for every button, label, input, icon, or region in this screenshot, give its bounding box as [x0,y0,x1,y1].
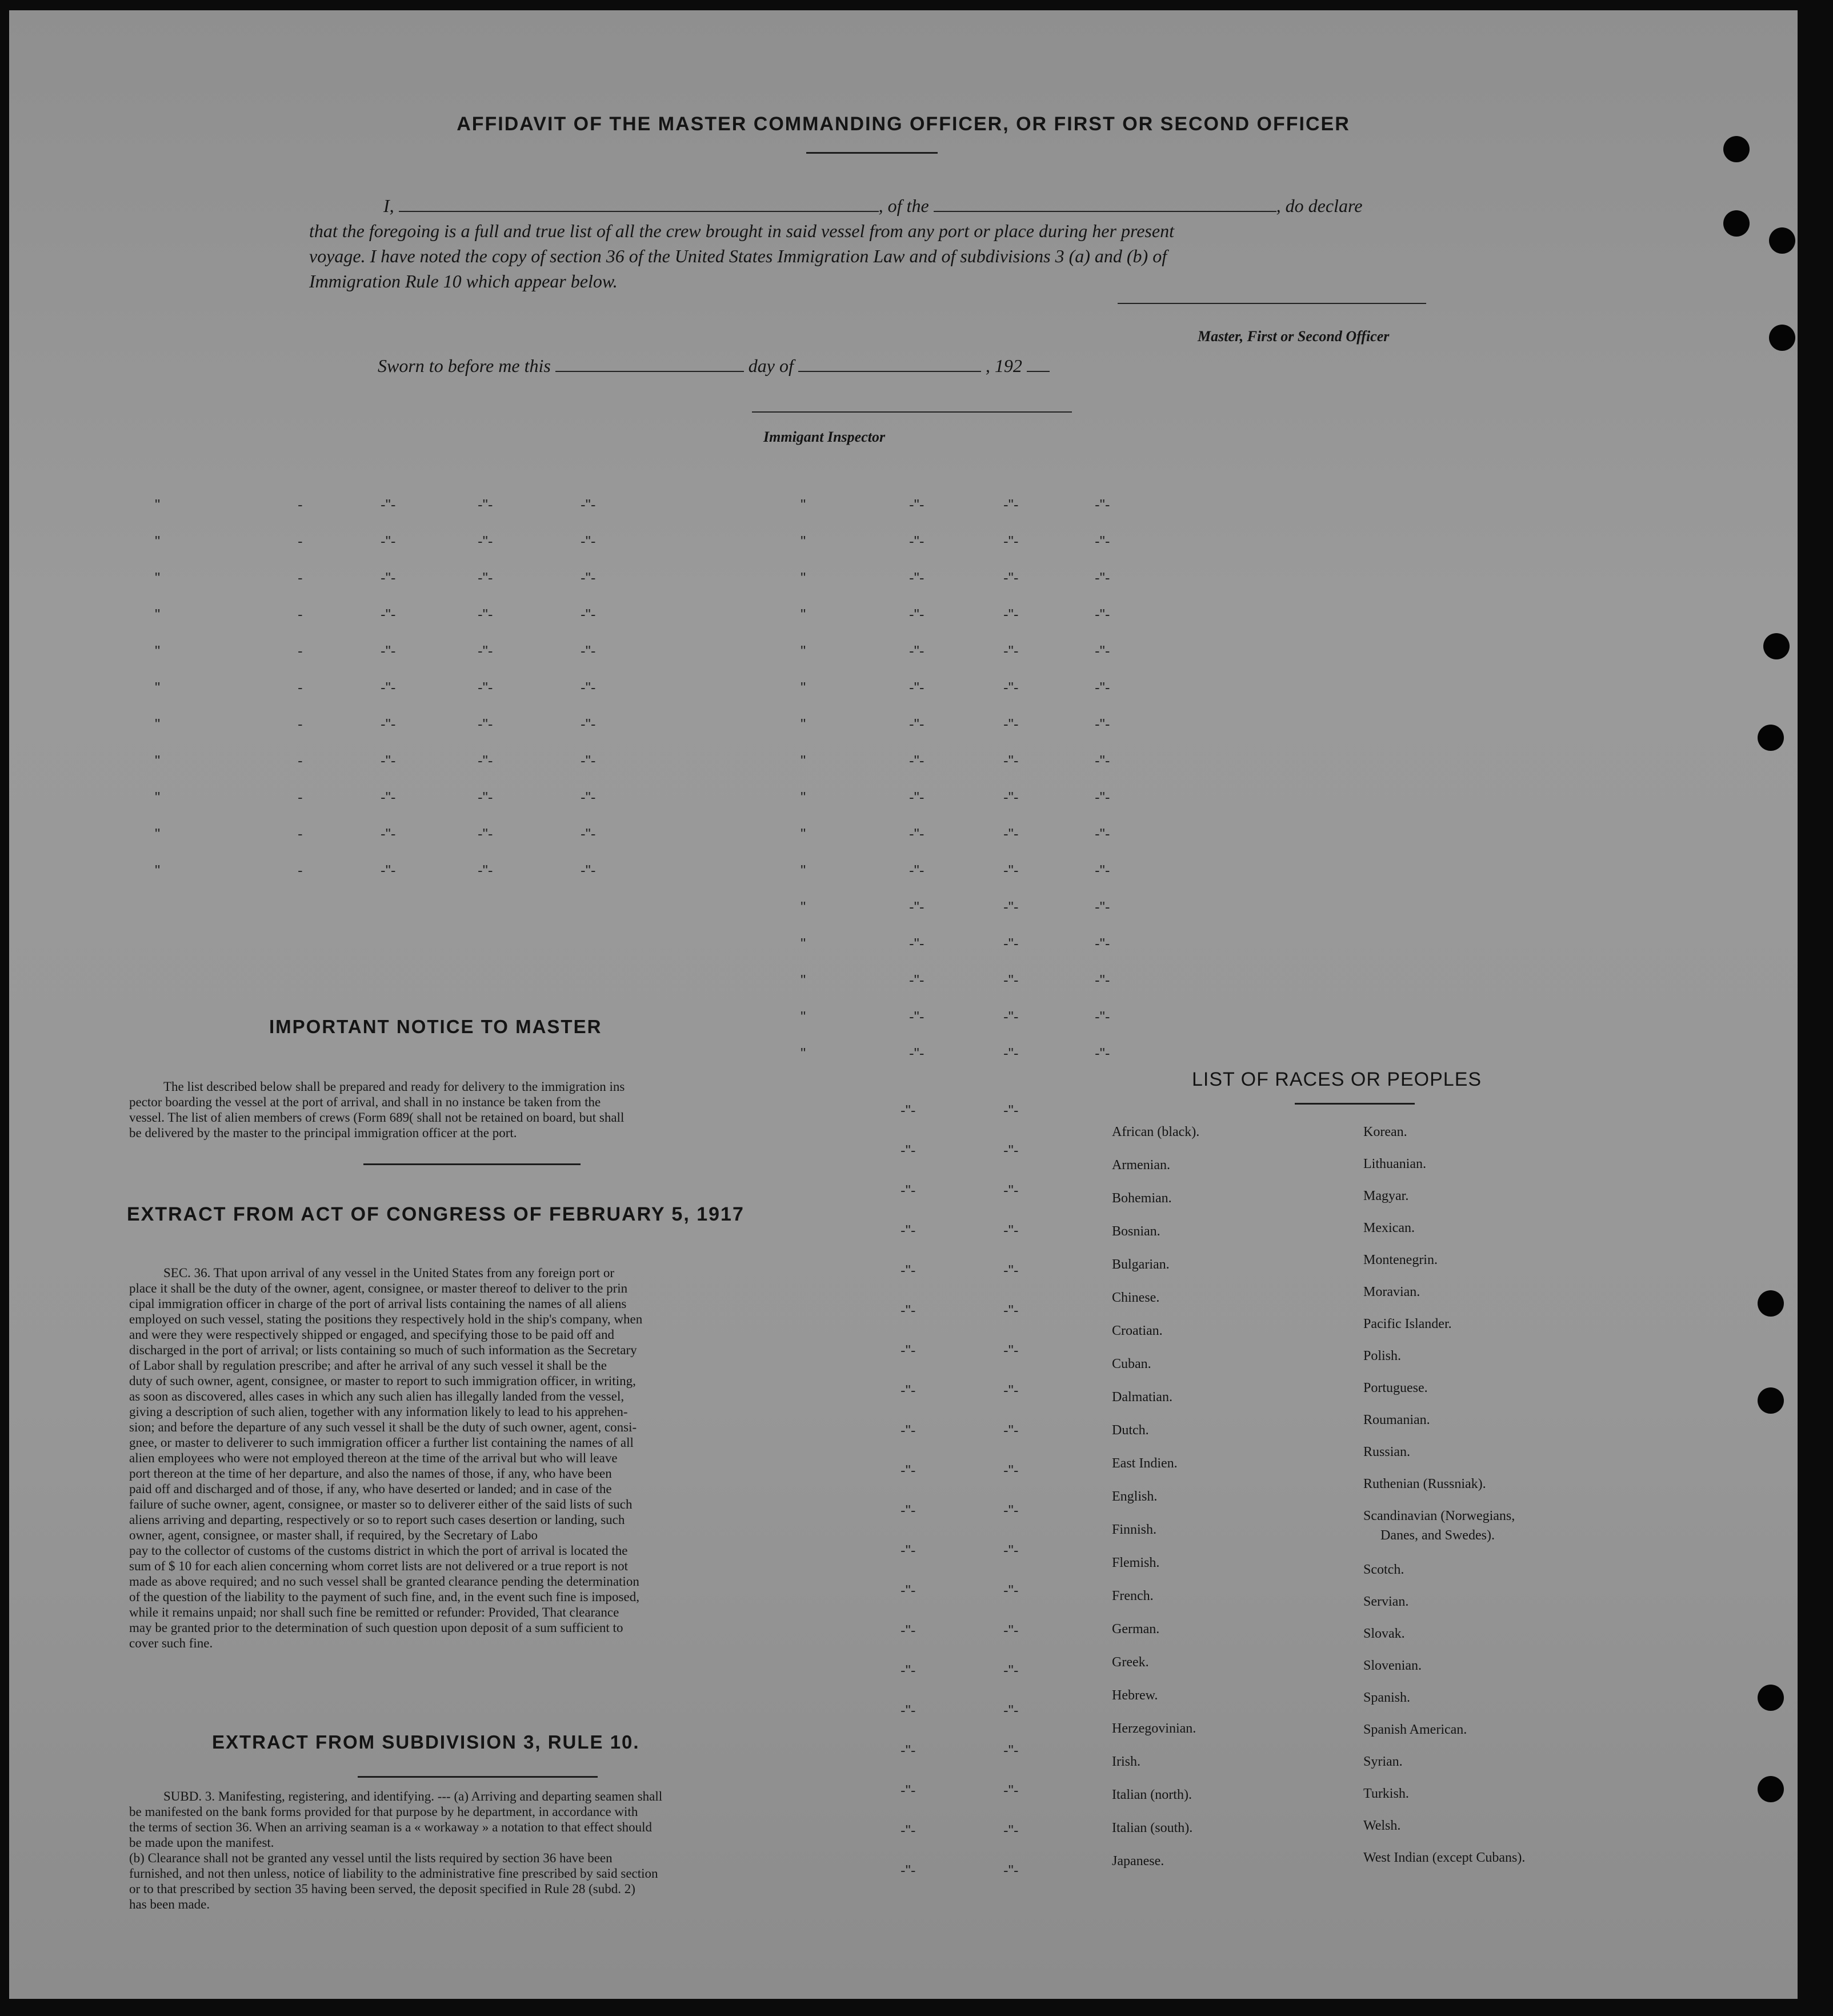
ditto-mark: " [801,752,806,769]
text-line: aliens arriving and departing, respectively or so to report such cases desertion or landing, such [129,1513,625,1527]
race-item: Greek. [1112,1655,1149,1670]
ditto-mark: " [801,533,806,550]
text-line: pector boarding the vessel at the port of arrival, and shall in no instance be taken from the [129,1095,601,1109]
ditto-mark: -"- [909,715,924,733]
ditto-mark: -"- [581,569,596,586]
ditto-mark: -"- [1003,1142,1019,1159]
ditto-mark: -"- [909,971,924,989]
master-signature-line[interactable] [1118,302,1426,304]
ditto-mark: -"- [901,1542,916,1559]
ditto-mark: " [155,679,161,696]
ditto-mark: - [298,752,303,769]
ditto-mark: -"- [901,1182,916,1199]
race-item: Herzegovinian. [1112,1721,1196,1736]
race-item: Spanish. [1363,1690,1411,1705]
text-line: port thereon at the time of her departure, and also the names of those, if any, who have been [129,1466,612,1481]
ditto-mark: -"- [478,569,493,586]
ditto-mark: " [155,825,161,842]
ditto-mark: - [298,606,303,623]
ditto-mark: -"- [1095,971,1110,989]
ditto-mark: -"- [581,752,596,769]
ditto-mark: -"- [478,752,493,769]
rule-extract-title: EXTRACT FROM SUBDIVISION 3, RULE 10. [212,1731,640,1753]
do-declare-label: , do declare [1276,195,1363,216]
binder-hole [1758,1290,1784,1317]
race-item: Irish. [1112,1754,1140,1769]
ditto-mark: - [298,642,303,659]
race-item: Cuban. [1112,1357,1151,1371]
ditto-mark: - [298,862,303,879]
ditto-mark: -"- [1003,642,1019,659]
year-blank[interactable] [1027,371,1050,372]
ditto-mark: - [298,533,303,550]
race-item: Chinese. [1112,1290,1160,1305]
ditto-mark: -"- [901,1422,916,1439]
ditto-mark: -"- [1003,1222,1019,1239]
race-item: Scandinavian (Norwegians, [1363,1509,1515,1523]
ditto-mark: -"- [1003,862,1019,879]
ditto-mark: -"- [909,1045,924,1062]
ditto-mark: -"- [901,1342,916,1359]
ditto-mark: -"- [381,862,396,879]
ditto-mark: -"- [909,496,924,513]
ditto-mark: -"- [381,569,396,586]
binder-hole [1758,1776,1784,1802]
declaration-line-4: Immigration Rule 10 which appear below. [309,271,618,291]
ditto-mark: -"- [901,1782,916,1799]
binder-hole [1758,725,1784,751]
ditto-mark: " [155,606,161,623]
ditto-mark: -"- [1095,606,1110,623]
ditto-mark: -"- [478,862,493,879]
ditto-mark: -"- [581,825,596,842]
ditto-mark: -"- [1003,1045,1019,1062]
ditto-mark: -"- [478,825,493,842]
ditto-mark: -"- [909,1008,924,1025]
declaration-paragraph [309,193,1429,294]
ditto-mark: " [155,789,161,806]
ditto-mark: -"- [1003,1542,1019,1559]
master-signature-label: Master, First or Second Officer [1198,328,1390,345]
race-item: West Indian (except Cubans). [1363,1850,1526,1865]
ditto-mark: -"- [381,789,396,806]
text-line: be delivered by the master to the principal immigration officer at the port. [129,1126,517,1140]
ditto-mark: -"- [909,606,924,623]
text-line: has been made. [129,1897,210,1911]
race-item: English. [1112,1489,1158,1504]
ditto-mark: " [155,642,161,659]
text-line: cipal immigration officer in charge of the port of arrival lists containing the names of all aliens [129,1297,627,1311]
ditto-mark: " [801,971,806,989]
ditto-mark: -"- [901,1142,916,1159]
ditto-mark: -"- [1095,496,1110,513]
race-item: Bosnian. [1112,1224,1160,1239]
declaration-line-3: voyage. I have noted the copy of section 36 of the United States Immigration Law and of subdivisions 3 (a) and (b) of [309,246,1167,266]
race-item: Korean. [1363,1125,1407,1139]
title-underline [806,152,938,154]
text-line: and were they were respectively shipped or engaged, and specifying those to be paid off and [129,1327,615,1342]
declaration-line-2: that the foregoing is a full and true list of all the crew brought in said vessel from any port or place during her present [309,221,1174,241]
ditto-mark: -"- [901,1262,916,1279]
race-item: Slovenian. [1363,1658,1422,1673]
binder-hole [1769,325,1795,351]
act-extract-title: EXTRACT FROM ACT OF CONGRESS OF FEBRUARY 5, 1917 [127,1203,745,1225]
ditto-mark: -"- [1003,1702,1019,1719]
text-line: furnished, and not then unless, notice of liability to the administrative fine prescribed by said section [129,1866,658,1881]
ditto-mark: -"- [1003,1502,1019,1519]
text-line: while it remains unpaid; nor shall such fine be remitted or refunder: Provided, That clearance [129,1605,619,1619]
ditto-mark: -"- [1003,935,1019,952]
ditto-mark: " [801,898,806,915]
ditto-mark: -"- [901,1622,916,1639]
text-line: SUBD. 3. Manifesting, registering, and identifying. --- (a) Arriving and departing seamen shall [163,1789,663,1803]
ditto-mark: -"- [478,606,493,623]
ditto-mark: " [155,569,161,586]
ditto-mark: -"- [1003,1422,1019,1439]
ditto-mark: " [801,606,806,623]
race-item: Polish. [1363,1349,1402,1363]
ditto-mark: " [801,935,806,952]
ditto-mark: -"- [1095,1008,1110,1025]
text-line: gnee, or master to deliverer to such immigration officer a further list containing the names of all [129,1435,634,1450]
race-item: Welsh. [1363,1818,1401,1833]
ditto-mark: -"- [381,825,396,842]
race-item: Portuguese. [1363,1381,1428,1395]
race-item: Slovak. [1363,1626,1405,1641]
ditto-mark: -"- [901,1822,916,1839]
ditto-mark: -"- [1003,971,1019,989]
ditto-mark: " [801,715,806,733]
rule-extract-divider [358,1776,598,1778]
ditto-mark: - [298,715,303,733]
ditto-mark: -"- [1003,1622,1019,1639]
ditto-mark: -"- [478,533,493,550]
ditto-mark: -"- [901,1742,916,1759]
ditto-mark: -"- [1095,825,1110,842]
ditto-mark: -"- [1003,715,1019,733]
ditto-mark: -"- [909,642,924,659]
ditto-mark: -"- [901,1302,916,1319]
ditto-mark: -"- [381,715,396,733]
ditto-mark: -"- [1095,569,1110,586]
ditto-mark: " [801,569,806,586]
ditto-mark: -"- [381,606,396,623]
races-underline [1295,1103,1415,1105]
text-line: employed on such vessel, stating the positions they respectively hold in the ship's company, when [129,1312,643,1326]
ditto-mark: -"- [1003,1302,1019,1319]
document-page [9,10,1798,1999]
ditto-mark: -"- [478,715,493,733]
binder-hole [1763,633,1790,659]
ditto-mark: -"- [1095,752,1110,769]
ditto-mark: -"- [581,606,596,623]
of-the-label: , of the [878,195,929,216]
ditto-mark: -"- [1003,569,1019,586]
ditto-mark: -"- [901,1502,916,1519]
ditto-mark: -"- [1095,898,1110,915]
text-line: or to that prescribed by section 35 having been served, the deposit specified in Rule 28 (subd. 2) [129,1882,635,1896]
text-line: of Labor shall by regulation prescribe; and after he arrival of any such vessel it shall be the [129,1358,607,1373]
ditto-mark: -"- [901,1662,916,1679]
ditto-mark: " [801,789,806,806]
ditto-mark: -"- [1095,642,1110,659]
ditto-mark: -"- [1003,1782,1019,1799]
ditto-mark: -"- [381,533,396,550]
race-item: African (black). [1112,1125,1200,1139]
race-item: East Indien. [1112,1456,1178,1471]
race-item: Servian. [1363,1594,1409,1609]
ditto-mark: " [155,496,161,513]
ditto-mark: -"- [1003,1462,1019,1479]
rule-extract-text [129,1789,821,1912]
ditto-mark: -"- [581,679,596,696]
race-item: Finnish. [1112,1522,1157,1537]
text-line: failure of suche owner, agent, consignee, or master so to deliverer either of the said lists of such [129,1497,633,1511]
ditto-mark: -"- [901,1102,916,1119]
text-line: sion; and before the departure of any such vessel it shall be the duty of such owner, agent, consi- [129,1420,637,1434]
ditto-mark: " [155,533,161,550]
race-item: Dutch. [1112,1423,1149,1438]
declaration-line-1 [309,193,1429,218]
race-item: Roumanian. [1363,1413,1430,1427]
ditto-mark: -"- [581,642,596,659]
notice-title: IMPORTANT NOTICE TO MASTER [269,1016,602,1037]
ditto-mark: -"- [909,569,924,586]
ditto-mark: " [801,862,806,879]
ditto-mark: -"- [1003,825,1019,842]
ditto-mark: " [801,642,806,659]
ditto-mark: -"- [1003,1182,1019,1199]
text-line: vessel. The list of alien members of crews (Form 689( shall not be retained on board, but shall [129,1110,625,1125]
sworn-day-blank[interactable] [555,371,744,372]
race-item: Mexican. [1363,1221,1415,1235]
text-line: the terms of section 36. When an arriving seaman is a « workaway » a notation to that effect should [129,1820,653,1834]
ditto-mark: -"- [1003,752,1019,769]
ditto-mark: " [801,825,806,842]
race-item: Bulgarian. [1112,1257,1170,1272]
ditto-mark: -"- [1095,862,1110,879]
ditto-mark: -"- [581,533,596,550]
binder-hole [1769,227,1795,254]
text-line: SEC. 36. That upon arrival of any vessel in the United States from any foreign port or [163,1266,615,1280]
race-item: Japanese. [1112,1854,1164,1869]
ditto-mark: -"- [478,496,493,513]
race-item: Montenegrin. [1363,1253,1438,1267]
inspector-label: Immigant Inspector [763,429,886,445]
ditto-mark: -"- [1095,533,1110,550]
ditto-mark: -"- [901,1862,916,1879]
year-label: , 192 [985,355,1022,376]
ditto-mark: -"- [478,642,493,659]
ditto-mark: -"- [1095,935,1110,952]
binder-hole [1758,1387,1784,1414]
race-item: Scotch. [1363,1562,1404,1577]
text-line: giving a description of such alien, together with any information likely to lead to his apprehen- [129,1405,628,1419]
ditto-mark: -"- [581,496,596,513]
ditto-mark: -"- [1003,1862,1019,1879]
ditto-mark: -"- [1003,1102,1019,1119]
race-item: Spanish American. [1363,1722,1467,1737]
text-line: (b) Clearance shall not be granted any vessel until the lists required by section 36 have been [129,1851,613,1865]
ditto-mark: -"- [909,752,924,769]
race-item: Bohemian. [1112,1191,1172,1206]
ditto-mark: -"- [381,752,396,769]
ditto-mark: -"- [909,789,924,806]
binder-hole [1723,136,1750,162]
notice-text [129,1079,821,1141]
ditto-mark: " [801,1008,806,1025]
ditto-mark: - [298,825,303,842]
ditto-mark: " [155,752,161,769]
name-blank[interactable] [399,211,879,212]
ditto-mark: -"- [909,935,924,952]
race-item: Pacific Islander. [1363,1317,1452,1331]
ditto-mark: -"- [1003,606,1019,623]
text-line: cover such fine. [129,1636,213,1650]
ditto-mark: -"- [1003,533,1019,550]
ditto-mark: " [801,1045,806,1062]
ditto-mark: -"- [909,898,924,915]
ditto-mark: -"- [909,533,924,550]
race-item: Moravian. [1363,1285,1420,1299]
inspector-signature-line[interactable] [752,410,1072,413]
ditto-mark: -"- [1003,1342,1019,1359]
ditto-mark: -"- [901,1222,916,1239]
sworn-label: Sworn to before me this [378,355,551,376]
text-line: made as above required; and no such vessel shall be granted clearance pending the determination [129,1574,639,1589]
race-item: Flemish. [1112,1555,1160,1570]
ditto-mark: -"- [1003,1822,1019,1839]
text-line: as soon as discovered, alles cases in which any such alien has illegally landed from the vessel, [129,1389,625,1403]
text-line: be made upon the manifest. [129,1835,274,1850]
ditto-mark: - [298,496,303,513]
ditto-mark: -"- [1003,789,1019,806]
race-item: Dalmatian. [1112,1390,1172,1405]
races-title: LIST OF RACES OR PEOPLES [1192,1069,1482,1090]
race-item: Hebrew. [1112,1688,1158,1703]
binder-hole [1758,1685,1784,1711]
race-item: Armenian. [1112,1158,1170,1173]
ditto-mark: -"- [1003,1382,1019,1399]
ditto-mark: -"- [1095,789,1110,806]
sworn-month-blank[interactable] [798,371,981,372]
ditto-mark: - [298,789,303,806]
race-item: Magyar. [1363,1189,1409,1203]
ditto-mark: -"- [1003,1262,1019,1279]
ditto-mark: - [298,569,303,586]
ditto-mark: -"- [1003,679,1019,696]
race-item: German. [1112,1622,1160,1637]
ditto-mark: -"- [581,789,596,806]
sworn-line [378,355,1050,377]
text-line: pay to the collector of customs of the customs district in which the port of arrival is located the [129,1543,628,1558]
ditto-mark: - [298,679,303,696]
ditto-mark: -"- [1095,715,1110,733]
ditto-mark: -"- [1003,496,1019,513]
text-line: place it shall be the duty of the owner, agent, consignee, or master thereof to deliver to the prin [129,1281,628,1295]
ditto-mark: -"- [1003,1662,1019,1679]
ditto-mark: -"- [478,789,493,806]
ditto-mark: -"- [478,679,493,696]
ditto-mark: -"- [1003,898,1019,915]
ditto-mark: " [801,679,806,696]
text-line: sum of $ 10 for each alien concerning whom corret lists are not delivered or a true report is not [129,1559,629,1573]
text-line: owner, agent, consignee, or master shall, if required, by the Secretary of Labo [129,1528,538,1542]
ditto-mark: -"- [909,862,924,879]
text-line: duty of such owner, agent, consignee, or master to report to such immigration officer, in writing, [129,1374,636,1388]
ditto-mark: -"- [909,825,924,842]
race-item: Danes, and Swedes). [1380,1528,1495,1543]
ditto-mark: -"- [1003,1582,1019,1599]
ditto-mark: -"- [901,1582,916,1599]
text-line: alien employees who were not employed thereon at the time of the arrival but who will leave [129,1451,618,1465]
ditto-mark: -"- [1003,1742,1019,1759]
i-label: I, [383,195,394,216]
vessel-blank[interactable] [934,211,1276,212]
text-line: may be granted prior to the determination of such question upon deposit of a sum sufficient to [129,1621,623,1635]
race-item: Italian (south). [1112,1821,1193,1835]
race-item: Croatian. [1112,1323,1163,1338]
ditto-mark: -"- [381,496,396,513]
ditto-mark: -"- [901,1462,916,1479]
ditto-mark: " [155,715,161,733]
ditto-mark: " [155,862,161,879]
ditto-mark: -"- [581,862,596,879]
text-line: of the question of the liability to the payment of such fine, and, in the event such fine is imposed, [129,1590,639,1604]
ditto-mark: -"- [381,679,396,696]
race-item: French. [1112,1589,1154,1603]
race-item: Syrian. [1363,1754,1403,1769]
race-item: Lithuanian. [1363,1157,1426,1171]
text-line: be manifested on the bank forms provided for that purpose by he department, in accordance with [129,1805,638,1819]
ditto-mark: -"- [901,1382,916,1399]
ditto-mark: -"- [1095,1045,1110,1062]
affidavit-title: AFFIDAVIT OF THE MASTER COMMANDING OFFICER, OR FIRST OR SECOND OFFICER [457,113,1350,135]
ditto-mark: -"- [1095,679,1110,696]
text-line: The list described below shall be prepared and ready for delivery to the immigration ins [163,1079,625,1094]
race-item: Turkish. [1363,1786,1409,1801]
ditto-mark: -"- [909,679,924,696]
ditto-mark: -"- [381,642,396,659]
ditto-mark: -"- [901,1702,916,1719]
day-of-label: day of [748,355,794,376]
race-item: Ruthenian (Russniak). [1363,1477,1486,1491]
ditto-mark: " [801,496,806,513]
ditto-mark: -"- [581,715,596,733]
act-extract-text [129,1265,821,1651]
ditto-mark: -"- [1003,1008,1019,1025]
notice-divider [363,1163,581,1165]
race-item: Italian (north). [1112,1787,1192,1802]
text-line: discharged in the port of arrival; or lists containing so much of such information as the Secretary [129,1343,637,1357]
race-item: Russian. [1363,1445,1411,1459]
text-line: paid off and discharged and of those, if any, who have deserted or landed; and in case of the [129,1482,612,1496]
binder-hole [1723,210,1750,237]
